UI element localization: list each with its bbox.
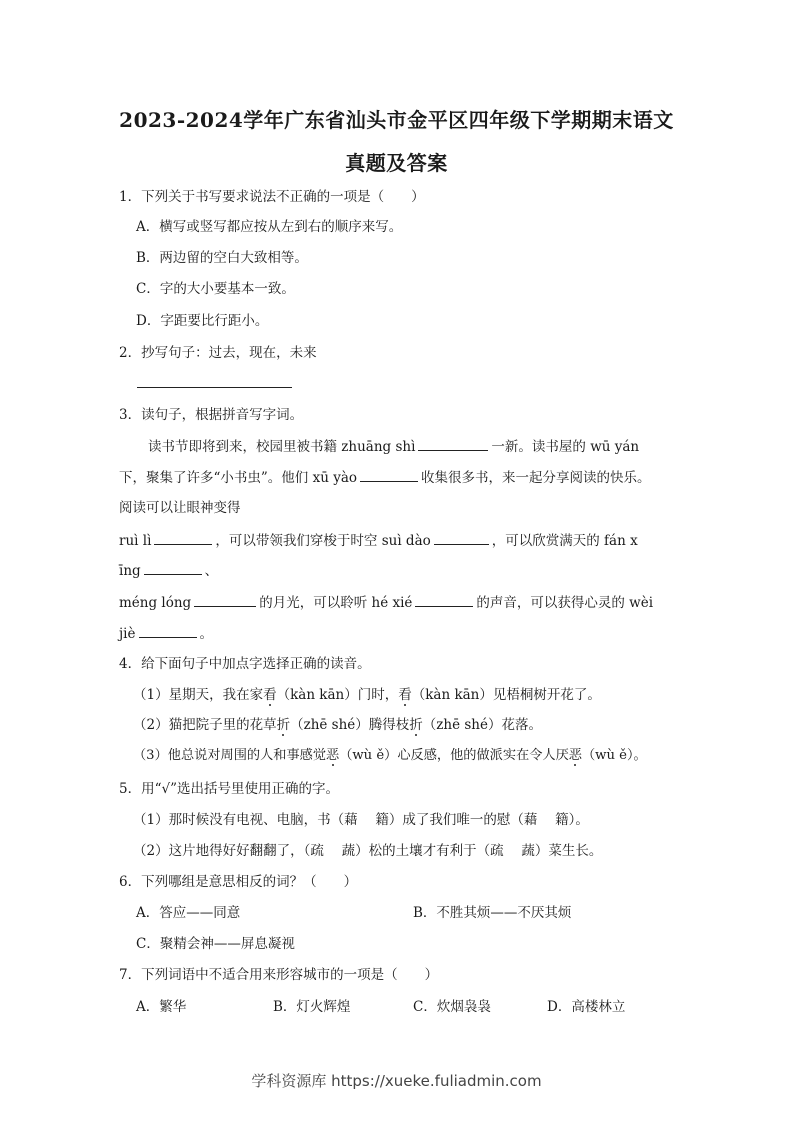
q3-text: 读书节即将到来，校园里被书籍 zhuāng shì [148,439,416,455]
q6-option-b: B．不胜其烦——不厌其烦 [413,905,572,921]
q4-text: （2）猫把院子里的花草 [133,717,277,733]
q7-option-c: C．炊烟袅袅 [413,999,491,1015]
q4-sentence-3 [133,747,647,765]
q6-stem: 6．下列哪组是意思相反的词？（ ） [119,874,358,890]
q3-line6 [119,593,653,612]
q3-text: méng lóng [119,595,192,611]
q3-text: īng [119,563,141,579]
q4-text: （wù ě）心反感，他的做派实在令人厌 [339,748,569,763]
q3-text: 收集很多书，来一起分享阅读的快乐。 [421,470,651,486]
q3-line4 [119,531,638,550]
q4-text: （wù ě）。 [581,748,647,763]
q3-line7 [119,624,213,643]
q3-line5 [119,561,218,580]
q3-text: 的声音，可以获得心灵的 wèi [476,595,654,611]
q3-text: 的月光，可以聆听 hé xié [259,595,413,611]
q4-dotted-char: 折 [409,717,423,733]
q3-blank-hexie [415,593,473,607]
q4-dotted-char: 恶 [326,748,340,763]
q3-text: jiè [119,626,136,642]
q3-blank-menglong [194,593,256,607]
q3-blank-ruili [154,531,212,545]
q1-option-a: A．横写或竖写都应按从左到右的顺序来写。 [136,219,403,235]
q5-stem: 5．用“√”选出括号里使用正确的字。 [119,781,339,797]
document-title-line2: 真题及答案 [345,151,448,175]
q7-option-d: D．高楼林立 [547,999,626,1015]
q4-dotted-char: 看 [263,687,277,703]
q4-text: （zhē shé）腾得枝 [290,717,410,733]
q4-sentence-2 [133,716,542,734]
q1-option-b: B．两边留的空白大致相等。 [136,250,308,266]
q6-option-c: C．聚精会神——屏息凝视 [136,936,295,952]
q3-blank-zhuangshi [418,437,488,451]
q3-blank-weijie [139,624,197,638]
q3-text: 。 [199,626,213,642]
q7-stem: 7．下列词语中不适合用来形容城市的一项是（ ） [119,967,439,983]
q2-stem: 2．抄写句子：过去，现在，未来 [119,345,317,361]
q3-blank-fanxing [144,561,202,575]
q5-sentence-2: （2）这片地得好好翻翻了，（疏 蔬）松的土壤才有利于（疏 蔬）菜生长。 [133,843,603,859]
q4-text: （1）星期天，我在家 [133,687,264,703]
q4-text: （3）他总说对周围的人和事感觉 [133,748,327,763]
q5-sentence-1: （1）那时候没有电视、电脑，书（藉 籍）成了我们唯一的慰（藉 籍）。 [133,812,589,828]
q7-option-a: A．繁华 [136,999,187,1015]
q3-stem: 3．读句子，根据拼音写字词。 [119,407,304,423]
q6-option-a: A．答应——同意 [136,905,241,921]
q3-text: ruì lì [119,533,152,549]
q4-text: （zhē shé）花落。 [422,717,542,733]
q3-line1 [148,437,639,456]
q4-text: （kàn kān）见梧桐树开花了。 [411,687,601,703]
q3-text: ，可以欣赏满天的 fán x [491,533,638,549]
q3-blank-xuyao [360,468,418,482]
q3-line2 [119,468,651,487]
q2-answer-blank [137,387,292,388]
q4-dotted-char: 恶 [568,748,582,763]
q4-stem: 4．给下面句子中加点字选择正确的读音。 [119,656,371,672]
q3-text: ，可以带领我们穿梭于时空 suì dào [215,533,431,549]
q3-text: 一新。读书屋的 wū yán [491,439,640,455]
q3-text: 下，聚集了许多“小书虫”。他们 xū yào [119,470,357,486]
q4-text: （kàn kān）门时， [276,687,399,703]
q1-option-c: C．字的大小要基本一致。 [136,281,295,297]
q4-dotted-char: 折 [276,717,291,733]
q1-stem: 1．下列关于书写要求说法不正确的一项是（ ） [119,189,425,205]
q3-text: 、 [204,563,219,579]
q4-dotted-char: 看 [398,687,412,703]
footer-watermark: 学科资源库 https://xueke.fuliadmin.com [251,1072,542,1090]
q7-option-b: B．灯火辉煌 [273,999,351,1015]
q4-sentence-1 [133,686,601,704]
q3-blank-suidao [434,531,489,545]
q3-line3: 阅读可以让眼神变得 [119,500,241,516]
q1-option-d: D．字距要比行距小。 [136,313,269,329]
document-title-line1: 2023-2024学年广东省汕头市金平区四年级下学期期末语文 [119,108,674,132]
